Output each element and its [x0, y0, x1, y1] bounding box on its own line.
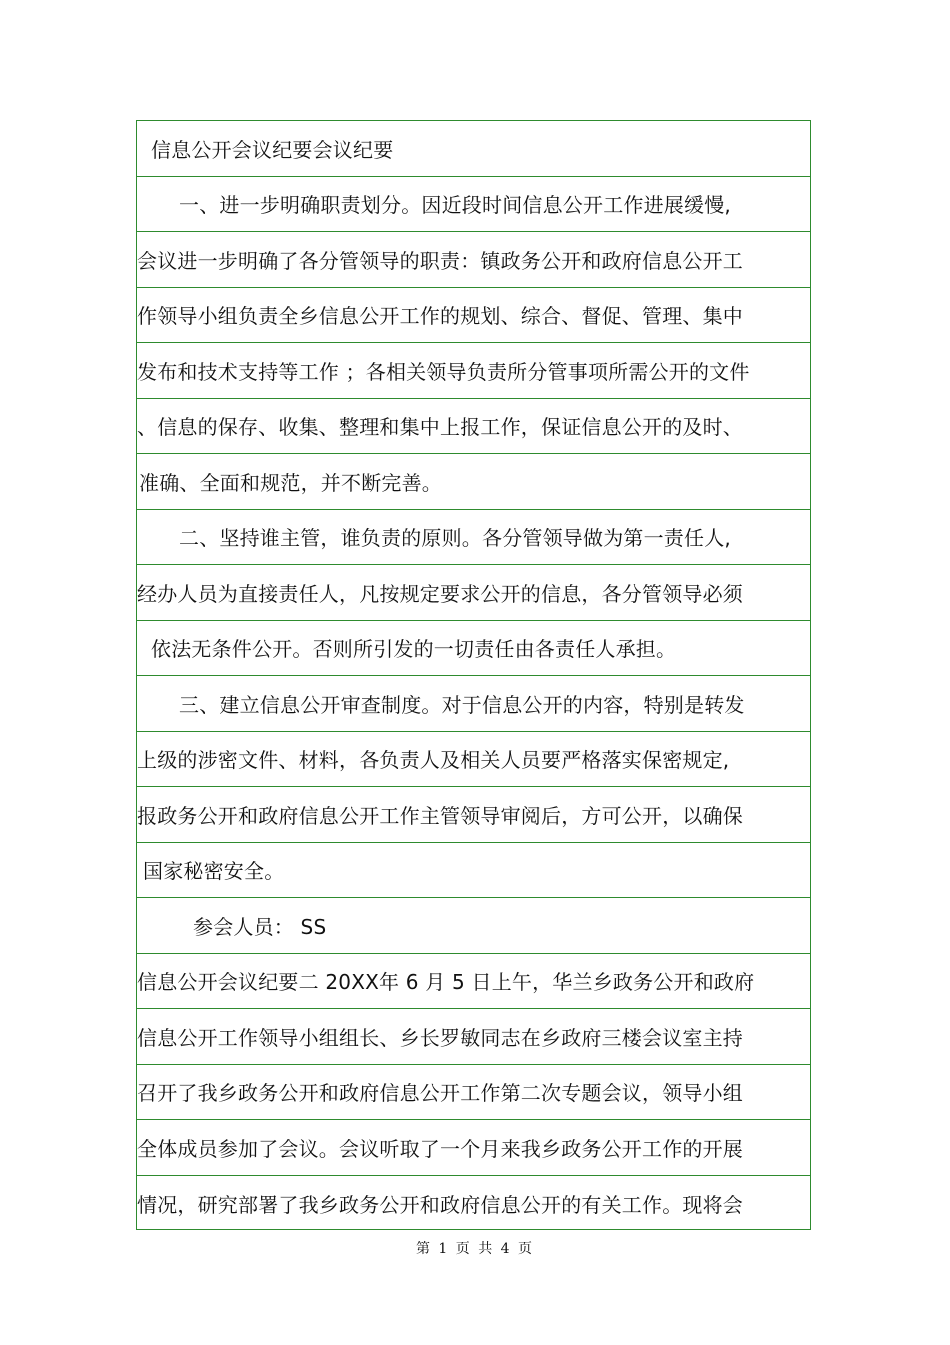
document-line: 信息公开会议纪要二 20XX年 6 月 5 日上午，华兰乡政务公开和政府: [137, 954, 810, 1010]
document-line: 信息公开工作领导小组组长、乡长罗敏同志在乡政府三楼会议室主持: [137, 1009, 810, 1065]
document-line: 全体成员参加了会议。会议听取了一个月来我乡政务公开工作的开展: [137, 1120, 810, 1176]
document-line: 、信息的保存、收集、整理和集中上报工作，保证信息公开的及时、: [137, 399, 810, 455]
document-line: 一、进一步明确职责划分。因近段时间信息公开工作进展缓慢,: [137, 177, 810, 233]
document-line: 发布和技术支持等工作 ；各相关领导负责所分管事项所需公开的文件: [137, 343, 810, 399]
document-line: 二、坚持谁主管，谁负责的原则。各分管领导做为第一责任人,: [137, 510, 810, 566]
document-line: 三、建立信息公开审查制度。对于信息公开的内容，特别是转发: [137, 676, 810, 732]
document-line: 依法无条件公开。否则所引发的一切责任由各责任人承担。: [137, 621, 810, 677]
document-line: 上级的涉密文件、材料，各负责人及相关人员要严格落实保密规定,: [137, 732, 810, 788]
page-number: 第 1 页 共 4 页: [415, 1241, 535, 1257]
document-line: 国家秘密安全。: [137, 843, 810, 899]
document-line: 会议进一步明确了各分管领导的职责：镇政务公开和政府信息公开工: [137, 232, 810, 288]
document-line: 报政务公开和政府信息公开工作主管领导审阅后，方可公开，以确保: [137, 787, 810, 843]
document-line: 准确、全面和规范，并不断完善。: [137, 454, 810, 510]
document-line: 参会人员： SS: [137, 898, 810, 954]
document-line: 作领导小组负责全乡信息公开工作的规划、综合、督促、管理、集中: [137, 288, 810, 344]
document-frame: [136, 120, 811, 1230]
document-line: 情况，研究部署了我乡政务公开和政府信息公开的有关工作。现将会: [137, 1192, 743, 1217]
document-line: 经办人员为直接责任人，凡按规定要求公开的信息，各分管领导必须: [137, 565, 810, 621]
document-line: 召开了我乡政务公开和政府信息公开工作第二次专题会议，领导小组: [137, 1065, 810, 1121]
document-line: 信息公开会议纪要会议纪要: [137, 121, 810, 177]
